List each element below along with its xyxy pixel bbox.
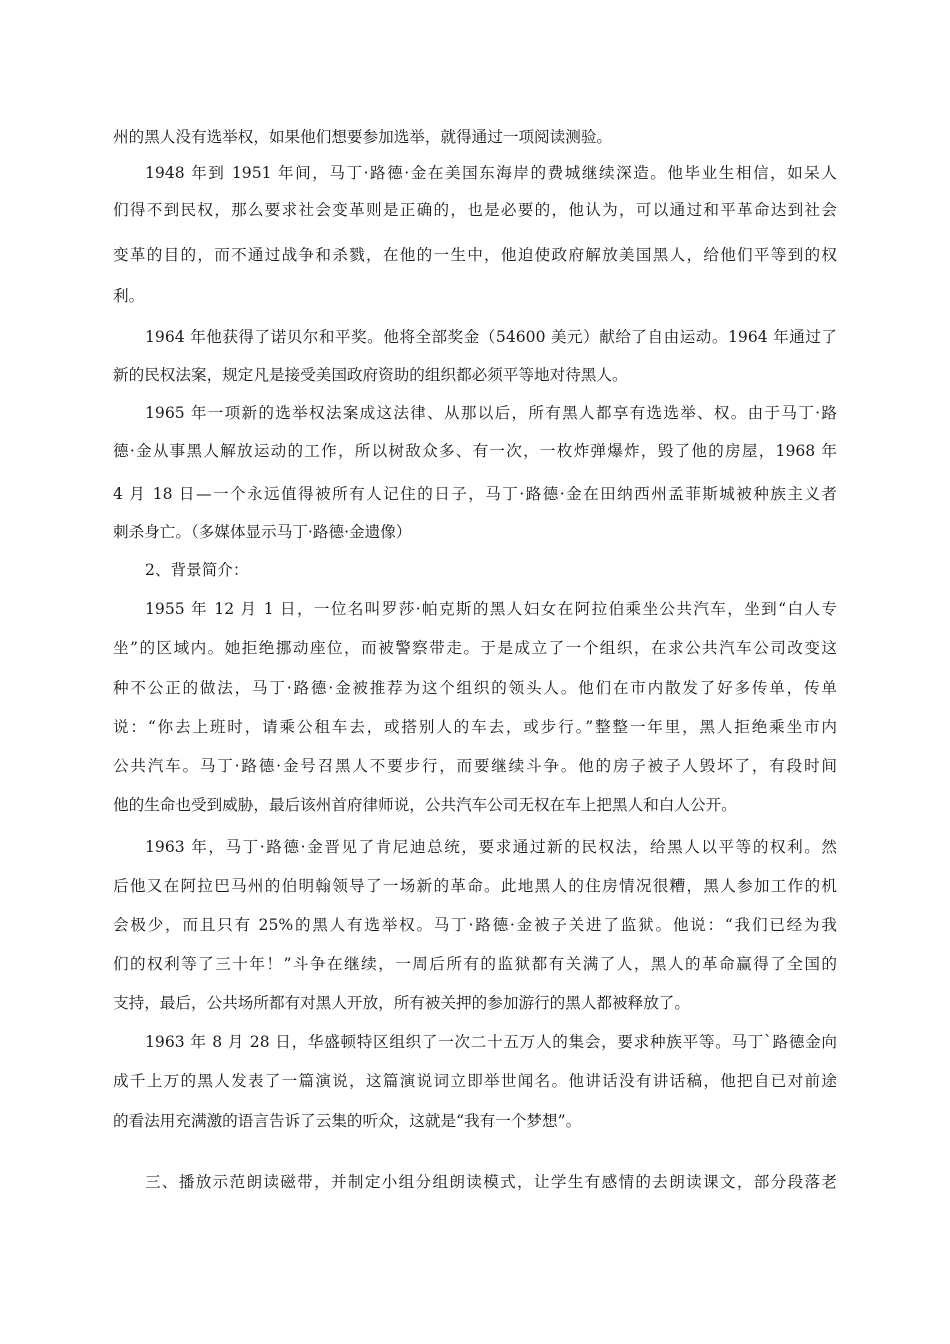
text-line: 1963 年，马丁·路德·金晋见了肯尼迪总统，要求通过新的民权法，给黑人以平等的权利。然	[145, 838, 837, 856]
text-line: 他的生命也受到威胁，最后该州首府律师说，公共汽车公司无权在车上把黑人和白人公开。	[113, 796, 737, 814]
text-line: 1948 年到 1951 年间，马丁·路德·金在美国东海岸的费城继续深造。他毕业生相信，如呆人	[145, 164, 837, 182]
text-line: 成千上万的黑人发表了一篇演说，这篇演说词立即举世闻名。他讲话没有讲话稿，他把自已对前途	[113, 1072, 837, 1090]
text-line: 后他又在阿拉巴马州的伯明翰领导了一场新的革命。此地黑人的住房情况很糟，黑人参加工作的机	[113, 877, 837, 895]
text-line: 种不公正的做法，马丁·路德·金被推荐为这个组织的领头人。他们在市内散发了好多传单，传单	[113, 679, 837, 697]
text-line: 州的黑人没有选举权，如果他们想要参加选举，就得通过一项阅读测验。	[113, 128, 613, 146]
section-heading: 2、背景简介：	[145, 561, 249, 579]
text-line: 公共汽车。马丁·路德·金号召黑人不要步行，而要继续斗争。他的房子被子人毁坏了，有段时间	[113, 757, 837, 775]
text-line: 1964 年他获得了诺贝尔和平奖。他将全部奖金（54600 美元）献给了自由运动。1964 年通过了	[145, 328, 837, 346]
text-line: 利。	[113, 287, 145, 305]
text-line: 1963 年 8 月 28 日，华盛顿特区组织了一次二十五万人的集会，要求种族平等。马丁`路德金向	[145, 1033, 837, 1051]
text-line: 变革的目的，而不通过战争和杀戮，在他的一生中，他迫使政府解放美国黑人，给他们平等到的权	[113, 246, 837, 264]
text-line: 刺杀身亡。（多媒体显示马丁·路德·金遗像）	[113, 523, 412, 541]
text-line: 新的民权法案，规定凡是接受美国政府资助的组织都必须平等地对待黑人。	[113, 366, 628, 384]
text-line: 会极少，而且只有 25%的黑人有选举权。马丁·路德·金被子关进了监狱。他说：“我们已经为我	[113, 916, 837, 934]
text-line: 1955 年 12 月 1 日，一位名叫罗莎·帕克斯的黑人妇女在阿拉伯乘坐公共汽车，坐到“白人专	[145, 600, 837, 618]
text-line: 坐”的区域内。她拒绝挪动座位，而被警察带走。于是成立了一个组织，在求公共汽车公司改变这	[113, 639, 837, 657]
text-line: 德·金从事黑人解放运动的工作，所以树敌众多、有一次，一枚炸弹爆炸，毁了他的房屋，1968 年	[113, 442, 837, 460]
text-line: 1965 年一项新的选举权法案成这法律、从那以后，所有黑人都享有选选举、权。由于马丁·路	[145, 404, 837, 422]
text-line: 4 月 18 日—一个永远值得被所有人记住的日子，马丁·路德·金在田纳西州孟菲斯城被种族主义者	[113, 485, 837, 503]
text-line: 支持，最后，公共场所都有对黑人开放，所有被关押的参加游行的黑人都被释放了。	[113, 994, 690, 1012]
text-line: 们得不到民权，那么要求社会变革则是正确的，也是必要的，他认为，可以通过和平革命达到社会	[113, 201, 837, 219]
text-line: 的看法用充满激的语言告诉了云集的听众，这就是“我有一个梦想”。	[113, 1112, 582, 1130]
text-line: 说：“你去上班时，请乘公租车去，或搭别人的车去，或步行。”整整一年里，黑人拒绝乘坐市内	[113, 718, 837, 736]
text-line: 三、播放示范朗读磁带，并制定小组分组朗读模式，让学生有感情的去朗读课文，部分段落老	[145, 1173, 837, 1191]
text-line: 们的权利等了三十年！”斗争在继续，一周后所有的监狱都有关满了人，黑人的革命赢得了全国的	[113, 955, 837, 973]
